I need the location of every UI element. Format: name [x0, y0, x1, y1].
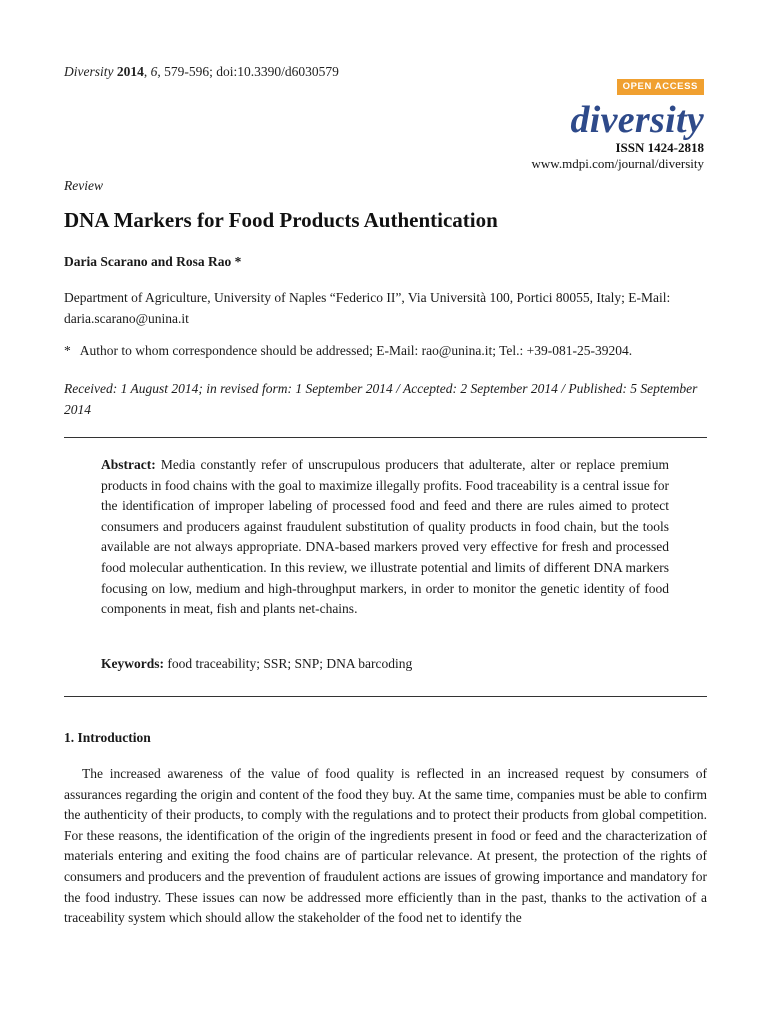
abstract-text: Media constantly refer of unscrupulous producers that adulterate, alter or replace premium products in food chains with the goal to maximize illegally profits. Food traceability is a central issue for the identification of improper labeling of processed food and feed and there are rules aimed to protect consumers and producers against fraudulent substitution of quality products in food chain, but the tools available are not always appropriate. DNA-based markers proved very effective for fresh and processed food molecular authentication. In this review, we illustrate potential and limits of different DNA markers focusing on low, medium and high-throughput markers, in order to monitor the genetic identity of food components in meat, fish and plants net-chains.	[101, 457, 670, 617]
correspondence-note	[64, 343, 632, 359]
open-access-badge: OPEN ACCESS	[617, 79, 704, 95]
correspondence-text: Author to whom correspondence should be addressed; E-Mail: rao@unina.it; Tel.: +39-081-25-39204.	[79, 343, 633, 358]
publication-dates: Received: 1 August 2014; in revised form: 1 September 2014 / Accepted: 2 September 2014 / Published: 5 September 2014	[64, 381, 698, 417]
section-heading-introduction: 1. Introduction	[64, 730, 151, 745]
keywords-text: food traceability; SSR; SNP; DNA barcoding	[167, 656, 413, 671]
paper-title: DNA Markers for Food Products Authentication	[64, 208, 498, 232]
correspondence-star: *	[64, 343, 71, 358]
affiliation: Department of Agriculture, University of Naples “Federico II”, Via Università 100, Portici 80055, Italy; E-Mail: daria.scarano@unina.it	[64, 290, 671, 326]
keywords-label: Keywords:	[101, 656, 164, 671]
article-type: Review	[64, 178, 103, 193]
abstract-top-rule	[64, 437, 707, 438]
keywords	[101, 656, 412, 672]
citation-pages-doi: 579-596; doi:10.3390/d6030579	[164, 64, 339, 79]
journal-logo: diversity	[570, 99, 704, 141]
journal-url[interactable]: www.mdpi.com/journal/diversity	[531, 156, 704, 171]
abstract-bottom-rule	[64, 696, 707, 697]
citation-volume: 6	[150, 64, 158, 79]
abstract	[101, 455, 669, 620]
issn: ISSN 1424-2818	[615, 140, 704, 155]
introduction-paragraph: The increased awareness of the value of food quality is reflected in an increased request by consumers of assurances regarding the origin and content of the food they buy. At the same time, companies must be able to confirm the authenticity of their products, to comply with the regulations and to protect their products from global competition. For these reasons, the identification of the origin of the ingredients present in food or feed and the characterization of materials entering and exiting the food chains are of particular relevance. At present, the protection of the rights of consumers and producers and the prevention of fraudulent actions are issues of growing importance and mandatory for the food industry. These issues can now be addressed more efficiently than in the past, thanks to the activation of a traceability system which should allow the stakeholder of the food net to identify the	[64, 766, 707, 926]
citation-year: 2014	[116, 64, 144, 79]
authors: Daria Scarano and Rosa Rao *	[64, 254, 242, 269]
citation-line: Diversity 2014, 6, 579-596; doi:10.3390/d6030579	[64, 64, 339, 79]
citation-journal: Diversity	[64, 64, 114, 79]
abstract-label: Abstract:	[101, 457, 156, 472]
